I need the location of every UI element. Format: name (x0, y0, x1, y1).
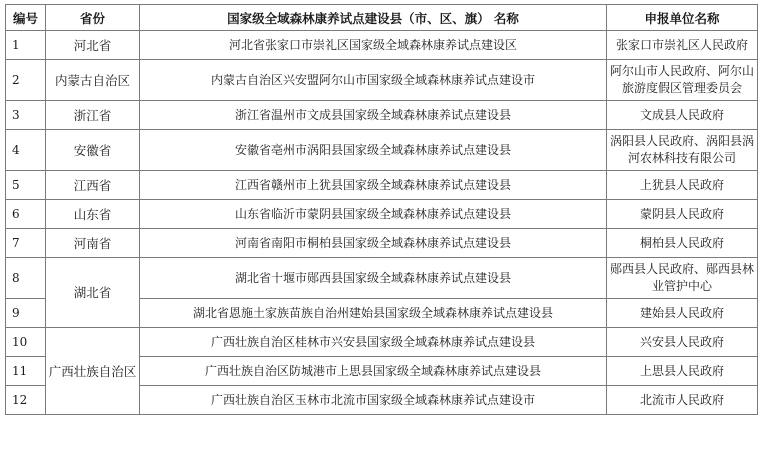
row-applicant: 张家口市崇礼区人民政府 (607, 31, 758, 60)
row-name: 河北省张家口市崇礼区国家级全域森林康养试点建设区 (140, 31, 607, 60)
row-no: 2 (6, 60, 46, 101)
row-applicant: 涡阳县人民政府、涡阳县涡河农林科技有限公司 (607, 130, 758, 171)
row-no: 4 (6, 130, 46, 171)
row-name: 湖北省恩施土家族苗族自治州建始县国家级全域森林康养试点建设县 (140, 299, 607, 328)
table-row (6, 229, 758, 258)
row-name: 河南省南阳市桐柏县国家级全域森林康养试点建设县 (140, 229, 607, 258)
row-no: 11 (6, 357, 46, 386)
row-province: 江西省 (46, 171, 140, 200)
row-province: 河南省 (46, 229, 140, 258)
row-name: 湖北省十堰市郧西县国家级全域森林康养试点建设县 (140, 258, 607, 299)
row-no: 5 (6, 171, 46, 200)
table-row (6, 328, 758, 357)
row-name: 江西省赣州市上犹县国家级全域森林康养试点建设县 (140, 171, 607, 200)
row-applicant: 建始县人民政府 (607, 299, 758, 328)
row-no: 6 (6, 200, 46, 229)
row-province: 湖北省 (46, 258, 140, 328)
table-row (6, 171, 758, 200)
row-applicant: 蒙阴县人民政府 (607, 200, 758, 229)
row-applicant: 桐柏县人民政府 (607, 229, 758, 258)
row-name: 安徽省亳州市涡阳县国家级全域森林康养试点建设县 (140, 130, 607, 171)
row-province: 内蒙古自治区 (46, 60, 140, 101)
header-name: 国家级全域森林康养试点建设县（市、区、旗） 名称 (140, 5, 607, 31)
row-applicant: 上思县人民政府 (607, 357, 758, 386)
row-applicant: 兴安县人民政府 (607, 328, 758, 357)
row-province: 山东省 (46, 200, 140, 229)
row-name: 浙江省温州市文成县国家级全域森林康养试点建设县 (140, 101, 607, 130)
row-no: 12 (6, 386, 46, 415)
row-no: 10 (6, 328, 46, 357)
row-province: 河北省 (46, 31, 140, 60)
row-name: 广西壮族自治区防城港市上思县国家级全域森林康养试点建设县 (140, 357, 607, 386)
table-row (6, 60, 758, 101)
row-no: 7 (6, 229, 46, 258)
header-no: 编号 (6, 5, 46, 31)
row-province: 广西壮族自治区 (46, 328, 140, 415)
header-province: 省份 (46, 5, 140, 31)
table-row (6, 101, 758, 130)
row-name: 广西壮族自治区玉林市北流市国家级全域森林康养试点建设市 (140, 386, 607, 415)
row-province: 浙江省 (46, 101, 140, 130)
table-row (6, 130, 758, 171)
table-row (6, 258, 758, 299)
row-name: 内蒙古自治区兴安盟阿尔山市国家级全域森林康养试点建设市 (140, 60, 607, 101)
row-province: 安徽省 (46, 130, 140, 171)
pilot-county-table (5, 4, 758, 415)
row-no: 9 (6, 299, 46, 328)
table-row (6, 31, 758, 60)
row-applicant: 文成县人民政府 (607, 101, 758, 130)
row-applicant: 上犹县人民政府 (607, 171, 758, 200)
row-no: 8 (6, 258, 46, 299)
header-row (6, 5, 758, 31)
row-name: 广西壮族自治区桂林市兴安县国家级全域森林康养试点建设县 (140, 328, 607, 357)
table-row (6, 200, 758, 229)
header-applicant: 申报单位名称 (607, 5, 758, 31)
row-applicant: 阿尔山市人民政府、阿尔山旅游度假区管理委员会 (607, 60, 758, 101)
row-applicant: 北流市人民政府 (607, 386, 758, 415)
row-no: 3 (6, 101, 46, 130)
row-name: 山东省临沂市蒙阴县国家级全域森林康养试点建设县 (140, 200, 607, 229)
row-applicant: 郧西县人民政府、郧西县林业管护中心 (607, 258, 758, 299)
pilot-county-table-container (5, 4, 758, 415)
row-no: 1 (6, 31, 46, 60)
